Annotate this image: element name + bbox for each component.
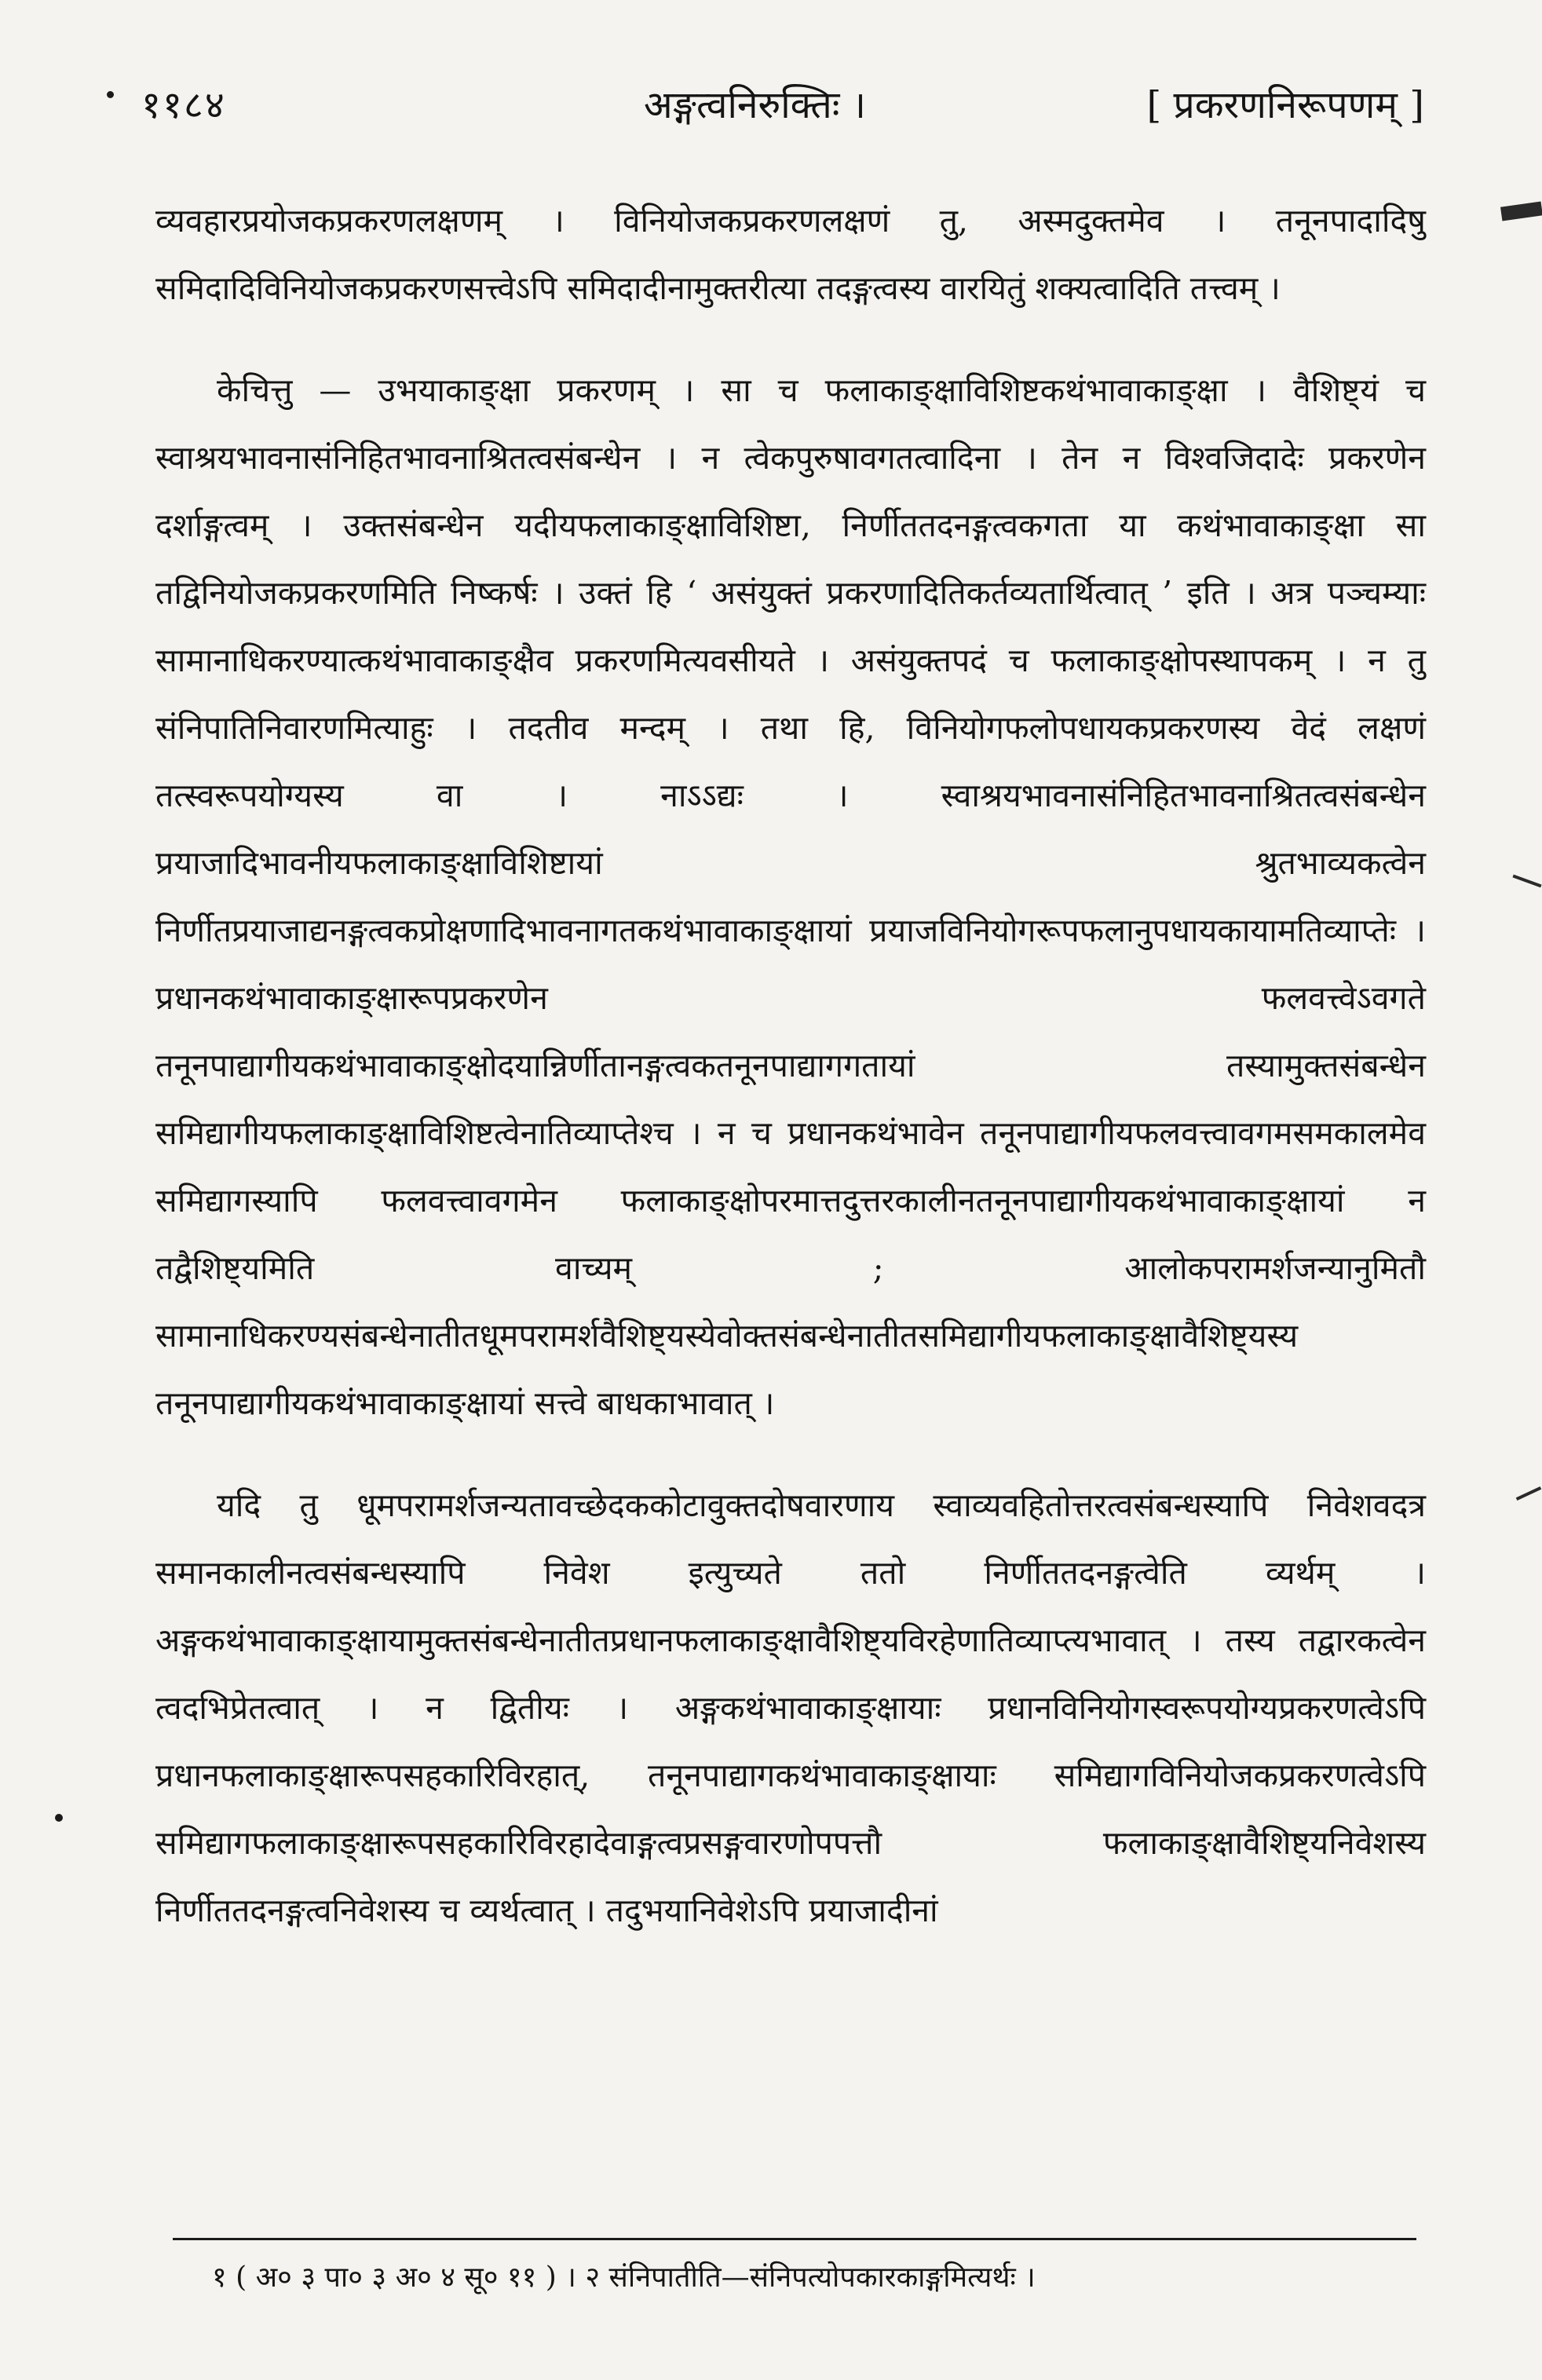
body-text [155, 187, 1426, 1979]
paragraph-2: केचित्तु — उभयाकाङ्क्षा प्रकरणम् । सा च फलाकाङ्क्षाविशिष्टकथंभावाकाङ्क्षा । वैशिष्ट्यं च स्वाश्रयभावनासंनिहितभावनाश्रितत्वसंबन्धेन । न त्वेकपुरुषावगतत्वादिना । तेन न विश्वजिदादेः प्रकरणेन दर्शाङ्गत्वम् । उक्तसंबन्धेन यदीयफलाकाङ्क्षाविशिष्टा, निर्णीततदनङ्गत्वकगता या कथंभावाकाङ्क्षा सा तद्विनियोजकप्रकरणमिति निष्कर्षः । उक्तं हि ‘ असंयुक्तं प्रकरणादितिकर्तव्यतार्थित्वात् ’ इति । अत्र पञ्चम्याः सामानाधिकरण्यात्कथंभावाकाङ्क्षैव प्रकरणमित्यवसीयते । असंयुक्तपदं च फलाकाङ्क्षोपस्थापकम् । न तु संनिपातिनिवारणमित्याहुः । तदतीव मन्दम् । तथा हि, विनियोगफलोपधायकप्रकरणस्य वेदं लक्षणं तत्स्वरूपयोग्यस्य वा । नाऽऽद्यः । स्वाश्रयभावनासंनिहितभावनाश्रितत्वसंबन्धेन प्रयाजादिभावनीयफलाकाङ्क्षाविशिष्टायां श्रुतभाव्यकत्वेन निर्णीतप्रयाजाद्यनङ्गत्वकप्रोक्षणादिभावनागतकथंभावाकाङ्क्षायां प्रयाजविनियोगरूपफलानुपधायकायामतिव्याप्तेः । प्रधानकथंभावाकाङ्क्षारूपप्रकरणेन फलवत्त्वेऽवगते तनूनपाद्यागीयकथंभावाकाङ्क्षोदयान्निर्णीतानङ्गत्वकतनूनपाद्यागगतायां तस्यामुक्तसंबन्धेन समिद्यागीयफलाकाङ्क्षाविशिष्टत्वेनातिव्याप्तेश्च । न च प्रधानकथंभावेन तनूनपाद्यागीयफलवत्त्वावगमसमकालमेव समिद्यागस्यापि फलवत्त्वावगमेन फलाकाङ्क्षोपरमात्तदुत्तरकालीनतनूनपाद्यागीयकथंभावाकाङ्क्षायां न तद्वैशिष्ट्यमिति वाच्यम् ; आलोकपरामर्शजन्यानुमितौ सामानाधिकरण्यसंबन्धेनातीतधूमपरामर्शवैशिष्ट्यस्येवोक्तसंबन्धेनातीतसमिद्यागीयफलाकाङ्क्षावैशिष्ट्यस्य तनूनपाद्यागीयकथंभावाकाङ्क्षायां सत्त्वे बाधकाभावात् । [155, 371, 1426, 1422]
edge-mark [1512, 875, 1541, 888]
running-title: अङ्गत्वनिरुक्तिः । [644, 83, 866, 127]
paragraph-3: यदि तु धूमपरामर्शजन्यतावच्छेदककोटावुक्तदोषवारणाय स्वाव्यवहितोत्तरत्वसंबन्धस्यापि निवेशवदत्र समानकालीनत्वसंबन्धस्यापि निवेश इत्युच्यते ततो निर्णीततदनङ्गत्वेति व्यर्थम् । अङ्गकथंभावाकाङ्क्षायामुक्तसंबन्धेनातीतप्रधानफलाकाङ्क्षावैशिष्ट्यविरहेणातिव्याप्त्यभावात् । तस्य तद्वारकत्वेन त्वदभिप्रेतत्वात् । न द्वितीयः । अङ्गकथंभावाकाङ्क्षायाः प्रधानविनियोगस्वरूपयोग्यप्रकरणत्वेऽपि प्रधानफलाकाङ्क्षारूपसहकारिविरहात्, तनूनपाद्यागकथंभावाकाङ्क्षायाः समिद्यागविनियोजकप्रकरणत्वेऽपि समिद्यागफलाकाङ्क्षारूपसहकारिविरहादेवाङ्गत्वप्रसङ्गवारणोपपत्तौ फलाकाङ्क्षावैशिष्ट्यनिवेशस्य निर्णीततदनङ्गत्वनिवेशस्य च व्यर्थत्वात् । तदुभयानिवेशेऽपि प्रयाजादीनां [155, 1486, 1426, 1929]
footnote: १ ( अ० ३ पा० ३ अ० ४ सू० ११ ) । २ संनिपातीति—संनिपत्योपकारकाङ्गमित्यर्थः । [212, 2261, 1036, 2294]
edge-mark [1516, 1486, 1542, 1501]
scan-speck [55, 1814, 63, 1822]
section-title: [ प्रकरणनिरूपणम् ] [1146, 83, 1424, 127]
footnote-divider [173, 2238, 1416, 2240]
page-header [141, 79, 1424, 141]
scan-speck [107, 91, 114, 98]
page-number: ११८४ [141, 83, 226, 127]
edge-mark [1500, 201, 1542, 221]
paragraph-1: व्यवहारप्रयोजकप्रकरणलक्षणम् । विनियोजकप्रकरणलक्षणं तु, अस्मदुक्तमेव । तनूनपादादिषु समिदादिविनियोजकप्रकरणसत्त्वेऽपि समिदादीनामुक्तरीत्या तदङ्गत्वस्य वारयितुं शक्यत्वादिति तत्त्वम् । [155, 202, 1426, 307]
